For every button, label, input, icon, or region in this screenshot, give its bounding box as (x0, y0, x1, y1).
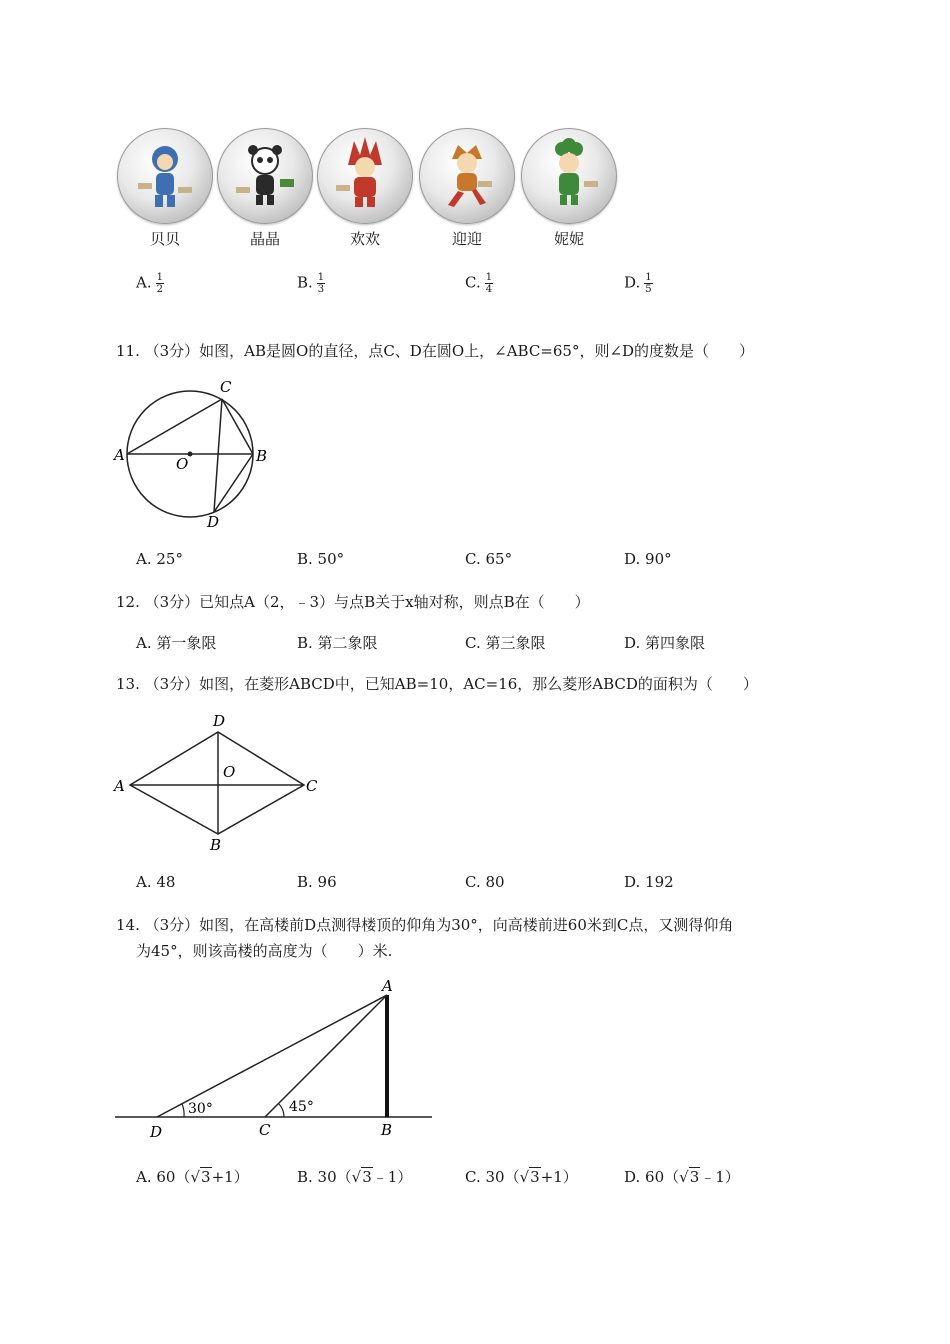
q10-option-c[interactable] (465, 272, 493, 295)
fraction (485, 272, 493, 295)
mascot-name: 欢欢 (349, 230, 380, 248)
mascot-coin-nini (521, 128, 617, 253)
fraction-denominator: 2 (156, 284, 163, 295)
q13-option-a[interactable]: A. 48 (136, 873, 176, 891)
q11-option-c[interactable]: C. 65° (465, 550, 513, 568)
label-a: A (382, 977, 393, 995)
segment-db (214, 454, 253, 512)
mascot-figure-icon (522, 129, 616, 223)
sqrt: √3 (519, 1168, 540, 1186)
sqrt: √3 (679, 1168, 700, 1186)
q13-option-b[interactable]: B. 96 (297, 873, 337, 891)
label-angle-45: 45° (289, 1099, 314, 1115)
label-c: C (259, 1121, 271, 1139)
mascot-coin-image (117, 128, 213, 224)
option-label: D. (624, 273, 641, 292)
q12-option-a[interactable]: A. 第一象限 (136, 634, 217, 652)
fraction-numerator: 1 (485, 272, 493, 283)
option-label: A. (136, 273, 152, 292)
mascot-figure-icon (118, 129, 212, 223)
mascot-name: 迎迎 (451, 230, 482, 248)
label-d: D (207, 513, 220, 531)
segment-cd (214, 399, 222, 512)
option-tail: +1） (211, 1168, 249, 1186)
fraction-denominator: 3 (317, 284, 325, 295)
segment-ac (127, 399, 222, 454)
rhombus-abcd (130, 732, 304, 834)
fraction-denominator: 4 (485, 284, 493, 295)
q11-circle-diagram (110, 374, 280, 534)
angle-arc-45 (279, 1104, 284, 1117)
label-c: C (306, 777, 318, 795)
q13-rhombus-diagram (110, 710, 330, 860)
mascot-figure-icon (420, 129, 514, 223)
mascot-coin-image (217, 128, 313, 224)
q11-option-b[interactable]: B. 50° (297, 550, 345, 568)
q13-stem: 13. （3分）如图，在菱形ABCD中，已知AB=10，AC=16，那么菱形ABCD的面积为（ ） (116, 675, 758, 693)
option-tail: ﹣1） (372, 1168, 413, 1186)
q12-option-b[interactable]: B. 第二象限 (297, 634, 378, 652)
radicand: 3 (201, 1168, 211, 1186)
q14-building-diagram (110, 975, 440, 1145)
label-a: A (114, 446, 125, 464)
q14-option-c[interactable] (465, 1166, 578, 1187)
mascot-figure-icon (318, 129, 412, 223)
option-tail: +1） (540, 1168, 578, 1186)
segment-cb (222, 399, 253, 454)
sqrt: √3 (190, 1168, 211, 1186)
option-label: C. 30（ (465, 1168, 520, 1186)
mascot-coin-image (419, 128, 515, 224)
angle-arc-30 (182, 1104, 184, 1117)
label-o: O (223, 763, 236, 781)
mascot-coin-jingjing (217, 128, 313, 253)
fraction-numerator: 1 (156, 272, 163, 283)
option-label: A. 60（ (136, 1168, 191, 1186)
label-c: C (220, 378, 232, 396)
mascot-coin-beibei (117, 128, 213, 253)
q14-stem-line1: 14. （3分）如图，在高楼前D点测得楼顶的仰角为30°，向高楼前进60米到C点，又测得仰角 (116, 916, 734, 934)
q13-option-c[interactable]: C. 80 (465, 873, 505, 891)
q10-option-b[interactable] (297, 272, 325, 295)
radicand: 3 (530, 1168, 540, 1186)
label-b: B (210, 836, 222, 854)
q11-option-a[interactable]: A. 25° (136, 550, 183, 568)
mascot-figure-icon (218, 129, 312, 223)
fraction-denominator: 5 (645, 284, 652, 295)
q10-option-d[interactable] (624, 272, 653, 295)
fraction (156, 272, 164, 295)
q11-option-d[interactable]: D. 90° (624, 550, 672, 568)
q10-option-a[interactable] (136, 272, 164, 295)
q14-option-b[interactable] (297, 1166, 412, 1187)
mascot-coin-yingying (419, 128, 515, 253)
fraction (317, 272, 325, 295)
q12-option-c[interactable]: C. 第三象限 (465, 634, 546, 652)
option-label: C. (465, 273, 481, 292)
mascot-coin-huanhuan (317, 128, 413, 253)
mascot-name: 妮妮 (553, 230, 584, 248)
q14-stem-line2: 为45°，则该高楼的高度为（ ）米. (136, 942, 393, 960)
q14-option-a[interactable] (136, 1166, 249, 1187)
option-label: B. 30（ (297, 1168, 352, 1186)
label-a: A (114, 777, 125, 795)
label-d: D (213, 712, 226, 730)
mascot-name: 晶晶 (249, 230, 280, 248)
q11-stem: 11. （3分）如图，AB是圆O的直径，点C、D在圆O上，∠ABC=65°，则∠D的度数是（ ） (116, 342, 755, 360)
sightline-ca (265, 995, 387, 1117)
option-label: D. 60（ (624, 1168, 680, 1186)
sightline-da (157, 995, 387, 1117)
option-label: B. (297, 273, 313, 292)
label-b: B (381, 1121, 393, 1139)
radicand: 3 (689, 1168, 700, 1186)
q12-option-d[interactable]: D. 第四象限 (624, 634, 706, 652)
sqrt: √3 (351, 1168, 372, 1186)
option-tail: ﹣1） (700, 1168, 740, 1186)
mascot-name: 贝贝 (149, 230, 180, 248)
q14-option-d[interactable] (624, 1166, 740, 1187)
fraction-numerator: 1 (645, 272, 652, 283)
q12-stem: 12. （3分）已知点A（2，﹣3）与点B关于x轴对称，则点B在（ ） (116, 593, 590, 611)
mascot-coin-image (317, 128, 413, 224)
label-o: O (176, 455, 189, 473)
fraction (644, 272, 652, 295)
radicand: 3 (362, 1168, 372, 1186)
fraction-numerator: 1 (317, 272, 325, 283)
label-angle-30: 30° (188, 1101, 213, 1117)
mascot-coin-image (521, 128, 617, 224)
label-d: D (150, 1123, 163, 1141)
label-b: B (256, 447, 268, 465)
q13-option-d[interactable]: D. 192 (624, 873, 674, 891)
